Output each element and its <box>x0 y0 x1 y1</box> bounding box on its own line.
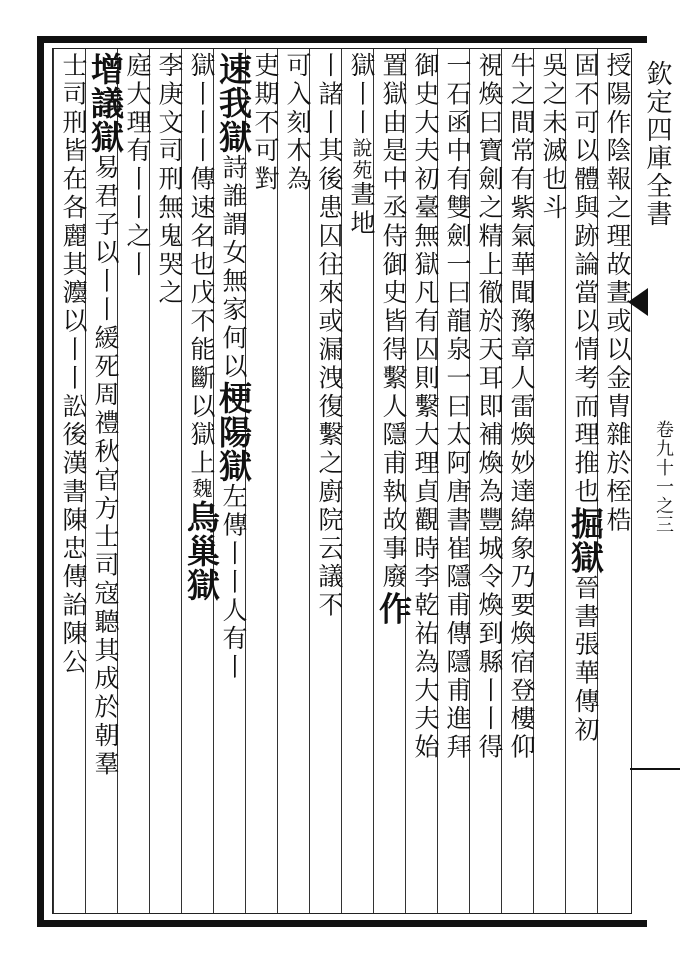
column-text: 議不 <box>315 563 344 621</box>
column-text: 吏期不可對 <box>251 52 280 194</box>
entry-heading: 速我獄 <box>214 52 253 154</box>
column-text: 庭大理有丨丨之丨 <box>123 52 152 280</box>
column-text: 牛之間常有紫氣華聞豫章人雷煥妙達緯象乃要煥宿登樓仰 <box>507 52 536 762</box>
column-text: 置獄由是中丞侍御史皆得繫人隱甫執故事廢 <box>379 52 408 592</box>
column-text: 一石函中有雙劍一曰龍泉一曰太阿唐書崔隱甫傳隱甫進拜 <box>443 52 472 762</box>
entry-heading: 作 <box>374 591 413 626</box>
column-text: 魏 <box>189 478 213 501</box>
text-column <box>54 52 92 912</box>
column-text: 左傳丨丨人有丨 <box>219 483 248 683</box>
column-text: 說苑 <box>349 137 373 182</box>
entry-heading: 烏巢獄 <box>182 500 221 603</box>
juan-label: 卷九十一之三 <box>653 420 674 534</box>
column-text: 可入刻木為 <box>283 52 312 194</box>
column-text: 易君子以丨丨緩死周禮秋官方士司寇聽其成於朝羣 <box>91 154 120 779</box>
column-text: 士司刑皆在各麗其灋以丨丨訟後漢書陳忠傳詒陳公 <box>59 52 88 677</box>
entry-heading: 掘獄 <box>566 506 605 575</box>
margin-tick <box>630 768 680 770</box>
running-title: 欽定四庫全書 <box>642 60 672 228</box>
column-text: 獄丨丨 <box>347 52 376 138</box>
column-text: 詩誰謂女無家何以 <box>219 154 248 382</box>
column-text: 視煥曰寶劍之精上徹於天耳即補煥為豐城令煥到縣丨丨得 <box>475 52 504 762</box>
column-text: 晝地 <box>347 181 376 239</box>
column-text: 晉書張華傳初 <box>571 574 600 745</box>
entry-heading: 梗陽獄 <box>214 381 253 484</box>
column-text: 授陽作陰報之理故晝或以金胄雜於桎梏 <box>603 52 632 535</box>
column-rule <box>53 49 54 913</box>
entry-heading: 增議獄 <box>86 52 125 154</box>
column-text: 戊不能斷以獄上 <box>187 279 216 479</box>
column-text: 御史大夫初臺無獄凡有囚則繫大理貞觀時李乾祐為大夫始 <box>411 52 440 762</box>
column-text: 吳之未滅也斗 <box>539 52 568 223</box>
column-text: 獄丨丨丨傳速名也 <box>187 52 216 280</box>
column-text: 李庚文司刑無鬼哭之 <box>155 52 184 308</box>
column-text: 固不可以體與跡論當以情考而理推也 <box>571 52 600 507</box>
column-text: 丨諸丨其後患囚往來或漏洩復繫之廚院云 <box>315 52 344 564</box>
